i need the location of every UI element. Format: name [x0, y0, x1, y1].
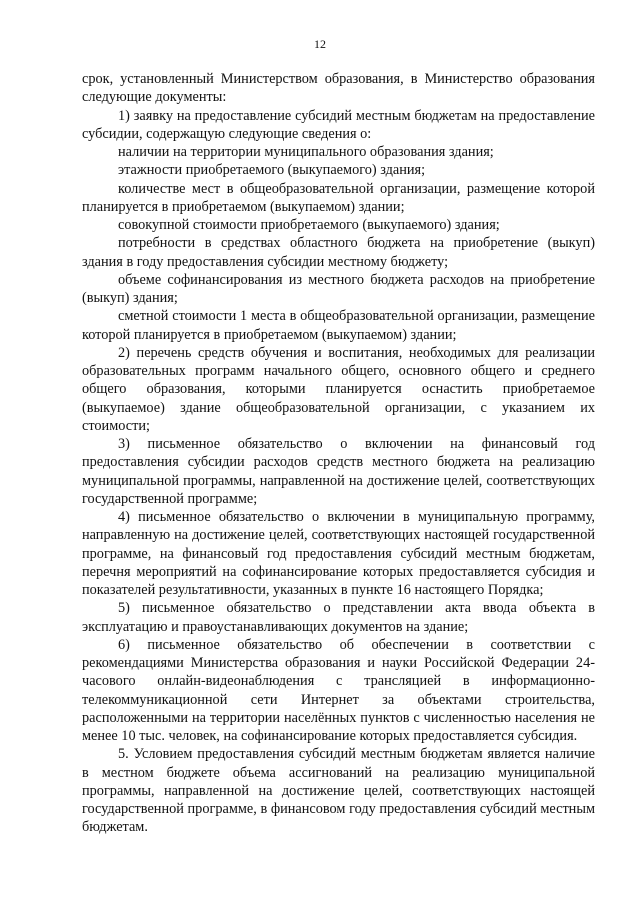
list-item-budget-obligation: 3) письменное обязательство о включении на финансовый год предоставления субсидии расходов средств местного бюджета на реализацию муниципальной программы, направленной на достижение целей, соответствующих государственной программе;	[82, 436, 595, 507]
sub-item-total-cost: совокупной стоимости приобретаемого (выкупаемого) здания;	[118, 217, 500, 233]
paragraph-intro: срок, установленный Министерством образования, в Министерство образования следующие документы:	[82, 71, 595, 106]
sub-item-floors: этажности приобретаемого (выкупаемого) здания;	[118, 162, 426, 179]
sub-item-building-presence: наличии на территории муниципального образования здания;	[118, 144, 494, 160]
list-item-application: 1) заявку на предоставление субсидий местным бюджетам на предоставление субсидии, содержащую следующие сведения о:	[82, 107, 595, 142]
page-number: 12	[314, 37, 326, 51]
sub-item-places: количестве мест в общеобразовательной организации, размещение которой планируется в приобретаемом (выкупаемом) здании;	[82, 180, 595, 215]
sub-item-regional-funds: потребности в средствах областного бюджета на приобретение (выкуп) здания в году предоставления субсидии местному бюджету;	[82, 235, 595, 270]
list-item-commissioning-obligation: 5) письменное обязательство о представлении акта ввода объекта в эксплуатацию и правоустанавливающих документов на здание;	[82, 600, 595, 635]
list-item-program-obligation: 4) письменное обязательство о включении в муниципальную программу, направленную на достижение целей, соответствующих настоящей государственной программе, на финансовый год предоставления субсидий местным бюджетам, перечня мероприятий на софинансирование которых предоставляется субсидия и показателей результативности, указанных в пункте 16 настоящего Порядка;	[82, 509, 595, 598]
paragraph-condition: 5. Условием предоставления субсидий местным бюджетам является наличие в местном бюджете объема ассигнований на реализацию муниципальной программы, направленной на достижение целей, соответствующих настоящей государственной программе, в финансовом году предоставления субсидий местным бюджетам.	[82, 746, 595, 836]
document-body	[82, 70, 595, 837]
sub-item-place-cost: сметной стоимости 1 места в общеобразовательной организации, размещение которой планируется в приобретаемом (выкупаемом) здании;	[82, 308, 595, 343]
list-item-video-obligation: 6) письменное обязательство об обеспечении в соответствии с рекомендациями Министерства образования и науки Российской Федерации 24-часового онлайн-видеонаблюдения с трансляцией в информационно-телекоммуникационной сети Интернет за объектами строительства, расположенными на территории населённых пунктов с численностью населения не менее 10 тыс. человек, на софинансирование которых предоставляется субсидия.	[82, 636, 595, 744]
sub-item-cofinancing: объеме софинансирования из местного бюджета расходов на приобретение (выкуп) здания;	[82, 271, 595, 306]
list-item-equipment: 2) перечень средств обучения и воспитания, необходимых для реализации образовательных программ начального общего, основного общего и среднего общего образования, которыми планируется оснастить приобретаемое (выкупаемое) здание общеобразовательной организации, с указанием их стоимости;	[82, 344, 595, 434]
